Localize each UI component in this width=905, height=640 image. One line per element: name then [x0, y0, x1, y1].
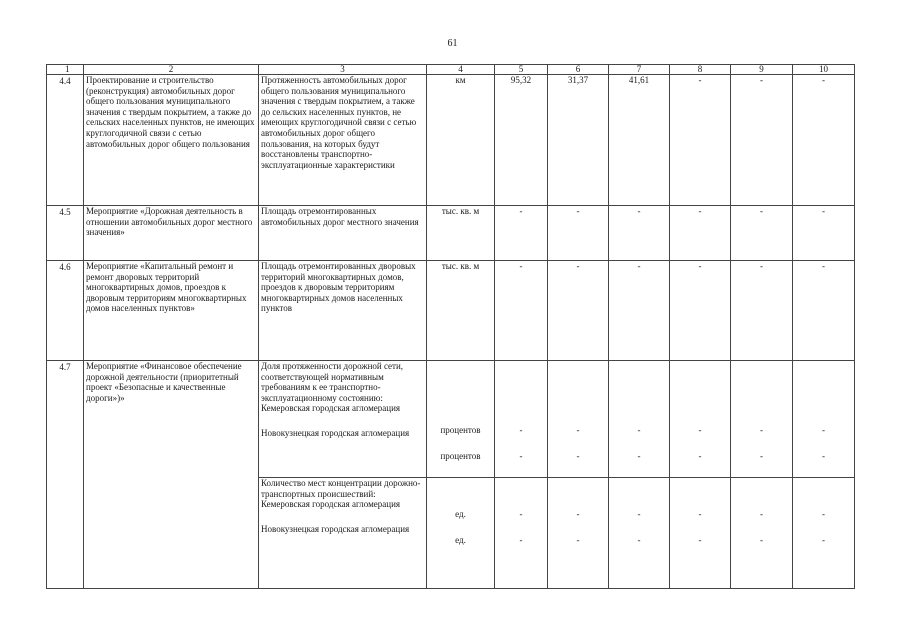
value: - — [698, 535, 702, 545]
value-cell: - — [793, 206, 855, 261]
table-row — [47, 361, 855, 478]
indicator-name: Площадь отремонтированных автомобильных дорог местного значения — [259, 206, 427, 261]
value: - — [519, 535, 523, 545]
indicator-block — [259, 361, 427, 478]
value: - — [760, 425, 763, 435]
table-row — [47, 75, 855, 206]
value: - — [637, 451, 641, 461]
row-number: 4.7 — [47, 361, 84, 589]
table-row — [47, 206, 855, 261]
value-cell — [609, 361, 670, 478]
value: - — [822, 425, 825, 435]
value-cell — [495, 361, 548, 478]
value: - — [822, 509, 825, 519]
row-number: 4.6 — [47, 261, 84, 361]
column-header: 3 — [259, 65, 427, 75]
value: - — [822, 535, 825, 545]
value-cell: - — [731, 75, 793, 206]
value-cell — [670, 478, 731, 589]
indicators-table — [46, 64, 855, 589]
indicator-subitem: Новокузнецкая городская агломерация — [261, 524, 410, 535]
value-cell: - — [609, 261, 670, 361]
value-cell: - — [670, 206, 731, 261]
value: - — [519, 425, 523, 435]
unit-value: ед. — [455, 509, 466, 519]
value: - — [637, 425, 641, 435]
value-cell: - — [670, 261, 731, 361]
column-header: 9 — [731, 65, 793, 75]
column-header: 5 — [495, 65, 548, 75]
value-cell — [793, 361, 855, 478]
value: - — [576, 535, 580, 545]
value: - — [760, 509, 763, 519]
value-cell: - — [731, 261, 793, 361]
value: - — [698, 451, 702, 461]
unit-value: процентов — [440, 425, 481, 435]
column-header: 8 — [670, 65, 731, 75]
indicator-subitem: Кемеровская городская агломерация — [261, 403, 401, 414]
value-cell — [548, 361, 609, 478]
value-cell: - — [548, 261, 609, 361]
value-cell: 31,37 — [548, 75, 609, 206]
column-header: 7 — [609, 65, 670, 75]
value: - — [576, 509, 580, 519]
value-cell: - — [670, 75, 731, 206]
value-cell — [731, 478, 793, 589]
value-cell: - — [495, 206, 548, 261]
value-cell — [548, 478, 609, 589]
value-cell: - — [793, 75, 855, 206]
value-cell: - — [793, 261, 855, 361]
column-header: 1 — [47, 65, 84, 75]
column-header: 10 — [793, 65, 855, 75]
table-row — [47, 261, 855, 361]
value-cell — [731, 361, 793, 478]
value: - — [760, 451, 763, 461]
value: - — [637, 535, 641, 545]
measure-name: Мероприятие «Финансовое обеспечение дорожной деятельности (приоритетный проект «Безопасные и качественные дороги»)» — [84, 361, 259, 589]
unit-cell: тыс. кв. м — [427, 261, 495, 361]
value-cell — [670, 361, 731, 478]
indicator-name: Площадь отремонтированных дворовых территорий многоквартирных домов, проездов к дворовым территориям многоквартирных домов населенных пунктов — [259, 261, 427, 361]
indicator-intro: Доля протяженности дорожной сети, соответствующей нормативным требованиям к ее транспортно-эксплуатационному состоянию: — [261, 361, 404, 403]
value: - — [760, 535, 763, 545]
measure-name: Мероприятие «Дорожная деятельность в отношении автомобильных дорог местного значения» — [84, 206, 259, 261]
unit-value: ед. — [455, 535, 466, 545]
row-number: 4.4 — [47, 75, 84, 206]
value: - — [576, 451, 580, 461]
indicator-intro: Количество мест концентрации дорожно-транспортных происшествий: — [261, 478, 421, 499]
value: - — [698, 509, 702, 519]
value: - — [576, 425, 580, 435]
value: - — [519, 509, 523, 519]
value-cell: - — [609, 206, 670, 261]
value-cell: - — [548, 206, 609, 261]
column-header: 4 — [427, 65, 495, 75]
indicator-block — [259, 478, 427, 589]
unit-cell: км — [427, 75, 495, 206]
indicator-subitem: Кемеровская городская агломерация — [261, 499, 401, 510]
value: - — [698, 425, 702, 435]
measure-name: Мероприятие «Капитальный ремонт и ремонт дворовых территорий многоквартирных домов, проездов к дворовым территориям многоквартирных домов населенных пунктов» — [84, 261, 259, 361]
value-cell: - — [495, 261, 548, 361]
unit-cell: тыс. кв. м — [427, 206, 495, 261]
column-header: 2 — [84, 65, 259, 75]
column-number-row — [47, 65, 855, 75]
value-cell — [793, 478, 855, 589]
unit-cell — [427, 361, 495, 478]
value-cell: - — [731, 206, 793, 261]
unit-cell — [427, 478, 495, 589]
column-header: 6 — [548, 65, 609, 75]
value: - — [637, 509, 641, 519]
unit-value: процентов — [440, 451, 481, 461]
value: - — [519, 451, 523, 461]
indicator-subitem: Новокузнецкая городская агломерация — [261, 428, 410, 439]
value-cell — [609, 478, 670, 589]
value-cell: 41,61 — [609, 75, 670, 206]
value: - — [822, 451, 825, 461]
measure-name: Проектирование и строительство (реконструкция) автомобильных дорог общего пользования муниципального значения с твердым покрытием, а также до сельских населенных пунктов, не имеющих круглогодичной связи с сетью автомобильных дорог общего пользования — [84, 75, 259, 206]
value-cell — [495, 478, 548, 589]
value-cell: 95,32 — [495, 75, 548, 206]
row-number: 4.5 — [47, 206, 84, 261]
page-number: 61 — [447, 38, 458, 49]
indicator-name: Протяженность автомобильных дорог общего пользования муниципального значения с твердым покрытием, а также до сельских населенных пунктов, не имеющих круглогодичной связи с сетью автомобильных дорог общего пользования, на которых будут восстановлены транспортно-эксплуатационные характеристики — [259, 75, 427, 206]
